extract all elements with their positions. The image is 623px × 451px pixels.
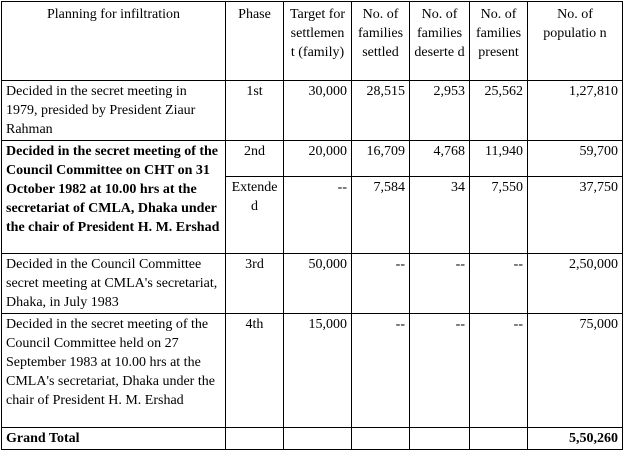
cell-settled: -- bbox=[352, 314, 410, 428]
cell-phase: Extended bbox=[226, 177, 284, 254]
cell-deserted: 2,953 bbox=[410, 81, 470, 141]
header-phase: Phase bbox=[226, 2, 284, 81]
table-row bbox=[2, 314, 623, 428]
cell-planning: Decided in the secret meeting of the Council Committee on CHT on 31 October 1982 at 10.00 hrs at the secretariat of CMLA, Dhaka under the chair of President H. M. Ershad bbox=[2, 141, 226, 254]
cell-population: 37,750 bbox=[528, 177, 623, 254]
header-settled: No. of families settled bbox=[352, 2, 410, 81]
header-planning: Planning for infiltration bbox=[2, 2, 226, 81]
empty-cell bbox=[410, 428, 470, 450]
cell-deserted: 4,768 bbox=[410, 141, 470, 177]
grand-total-label: Grand Total bbox=[2, 428, 226, 450]
table-row bbox=[2, 254, 623, 314]
empty-cell bbox=[226, 428, 284, 450]
cell-settled: 28,515 bbox=[352, 81, 410, 141]
cell-phase: 3rd bbox=[226, 254, 284, 314]
cell-deserted: 34 bbox=[410, 177, 470, 254]
cell-deserted: -- bbox=[410, 254, 470, 314]
cell-deserted: -- bbox=[410, 314, 470, 428]
grand-total-population: 5,50,260 bbox=[528, 428, 623, 450]
cell-population: 59,700 bbox=[528, 141, 623, 177]
cell-population: 2,50,000 bbox=[528, 254, 623, 314]
infiltration-table bbox=[1, 1, 623, 450]
header-present: No. of families present bbox=[470, 2, 528, 81]
cell-phase: 1st bbox=[226, 81, 284, 141]
cell-settled: -- bbox=[352, 254, 410, 314]
cell-planning: Decided in the Council Committee secret meeting at CMLA's secretariat, Dhaka, in July 1983 bbox=[2, 254, 226, 314]
table-row bbox=[2, 81, 623, 141]
cell-settled: 16,709 bbox=[352, 141, 410, 177]
cell-planning: Decided in the secret meeting in 1979, presided by President Ziaur Rahman bbox=[2, 81, 226, 141]
cell-present: -- bbox=[470, 314, 528, 428]
empty-cell bbox=[352, 428, 410, 450]
table-row bbox=[2, 141, 623, 177]
cell-settled: 7,584 bbox=[352, 177, 410, 254]
cell-phase: 2nd bbox=[226, 141, 284, 177]
cell-present: 25,562 bbox=[470, 81, 528, 141]
header-deserted: No. of families deserte d bbox=[410, 2, 470, 81]
cell-population: 1,27,810 bbox=[528, 81, 623, 141]
cell-target: 30,000 bbox=[284, 81, 352, 141]
header-target: Target for settlemen t (family) bbox=[284, 2, 352, 81]
cell-planning: Decided in the secret meeting of the Council Committee held on 27 September 1983 at 10.00 hrs at the CMLA's secretariat, Dhaka under the chair of President H. M. Ershad bbox=[2, 314, 226, 428]
total-row bbox=[2, 428, 623, 450]
cell-target: 20,000 bbox=[284, 141, 352, 177]
header-row bbox=[2, 2, 623, 81]
cell-present: 11,940 bbox=[470, 141, 528, 177]
cell-target: 50,000 bbox=[284, 254, 352, 314]
header-population: No. of populatio n bbox=[528, 2, 623, 81]
empty-cell bbox=[284, 428, 352, 450]
cell-target: -- bbox=[284, 177, 352, 254]
cell-present: -- bbox=[470, 254, 528, 314]
empty-cell bbox=[470, 428, 528, 450]
cell-phase: 4th bbox=[226, 314, 284, 428]
cell-target: 15,000 bbox=[284, 314, 352, 428]
cell-population: 75,000 bbox=[528, 314, 623, 428]
cell-present: 7,550 bbox=[470, 177, 528, 254]
